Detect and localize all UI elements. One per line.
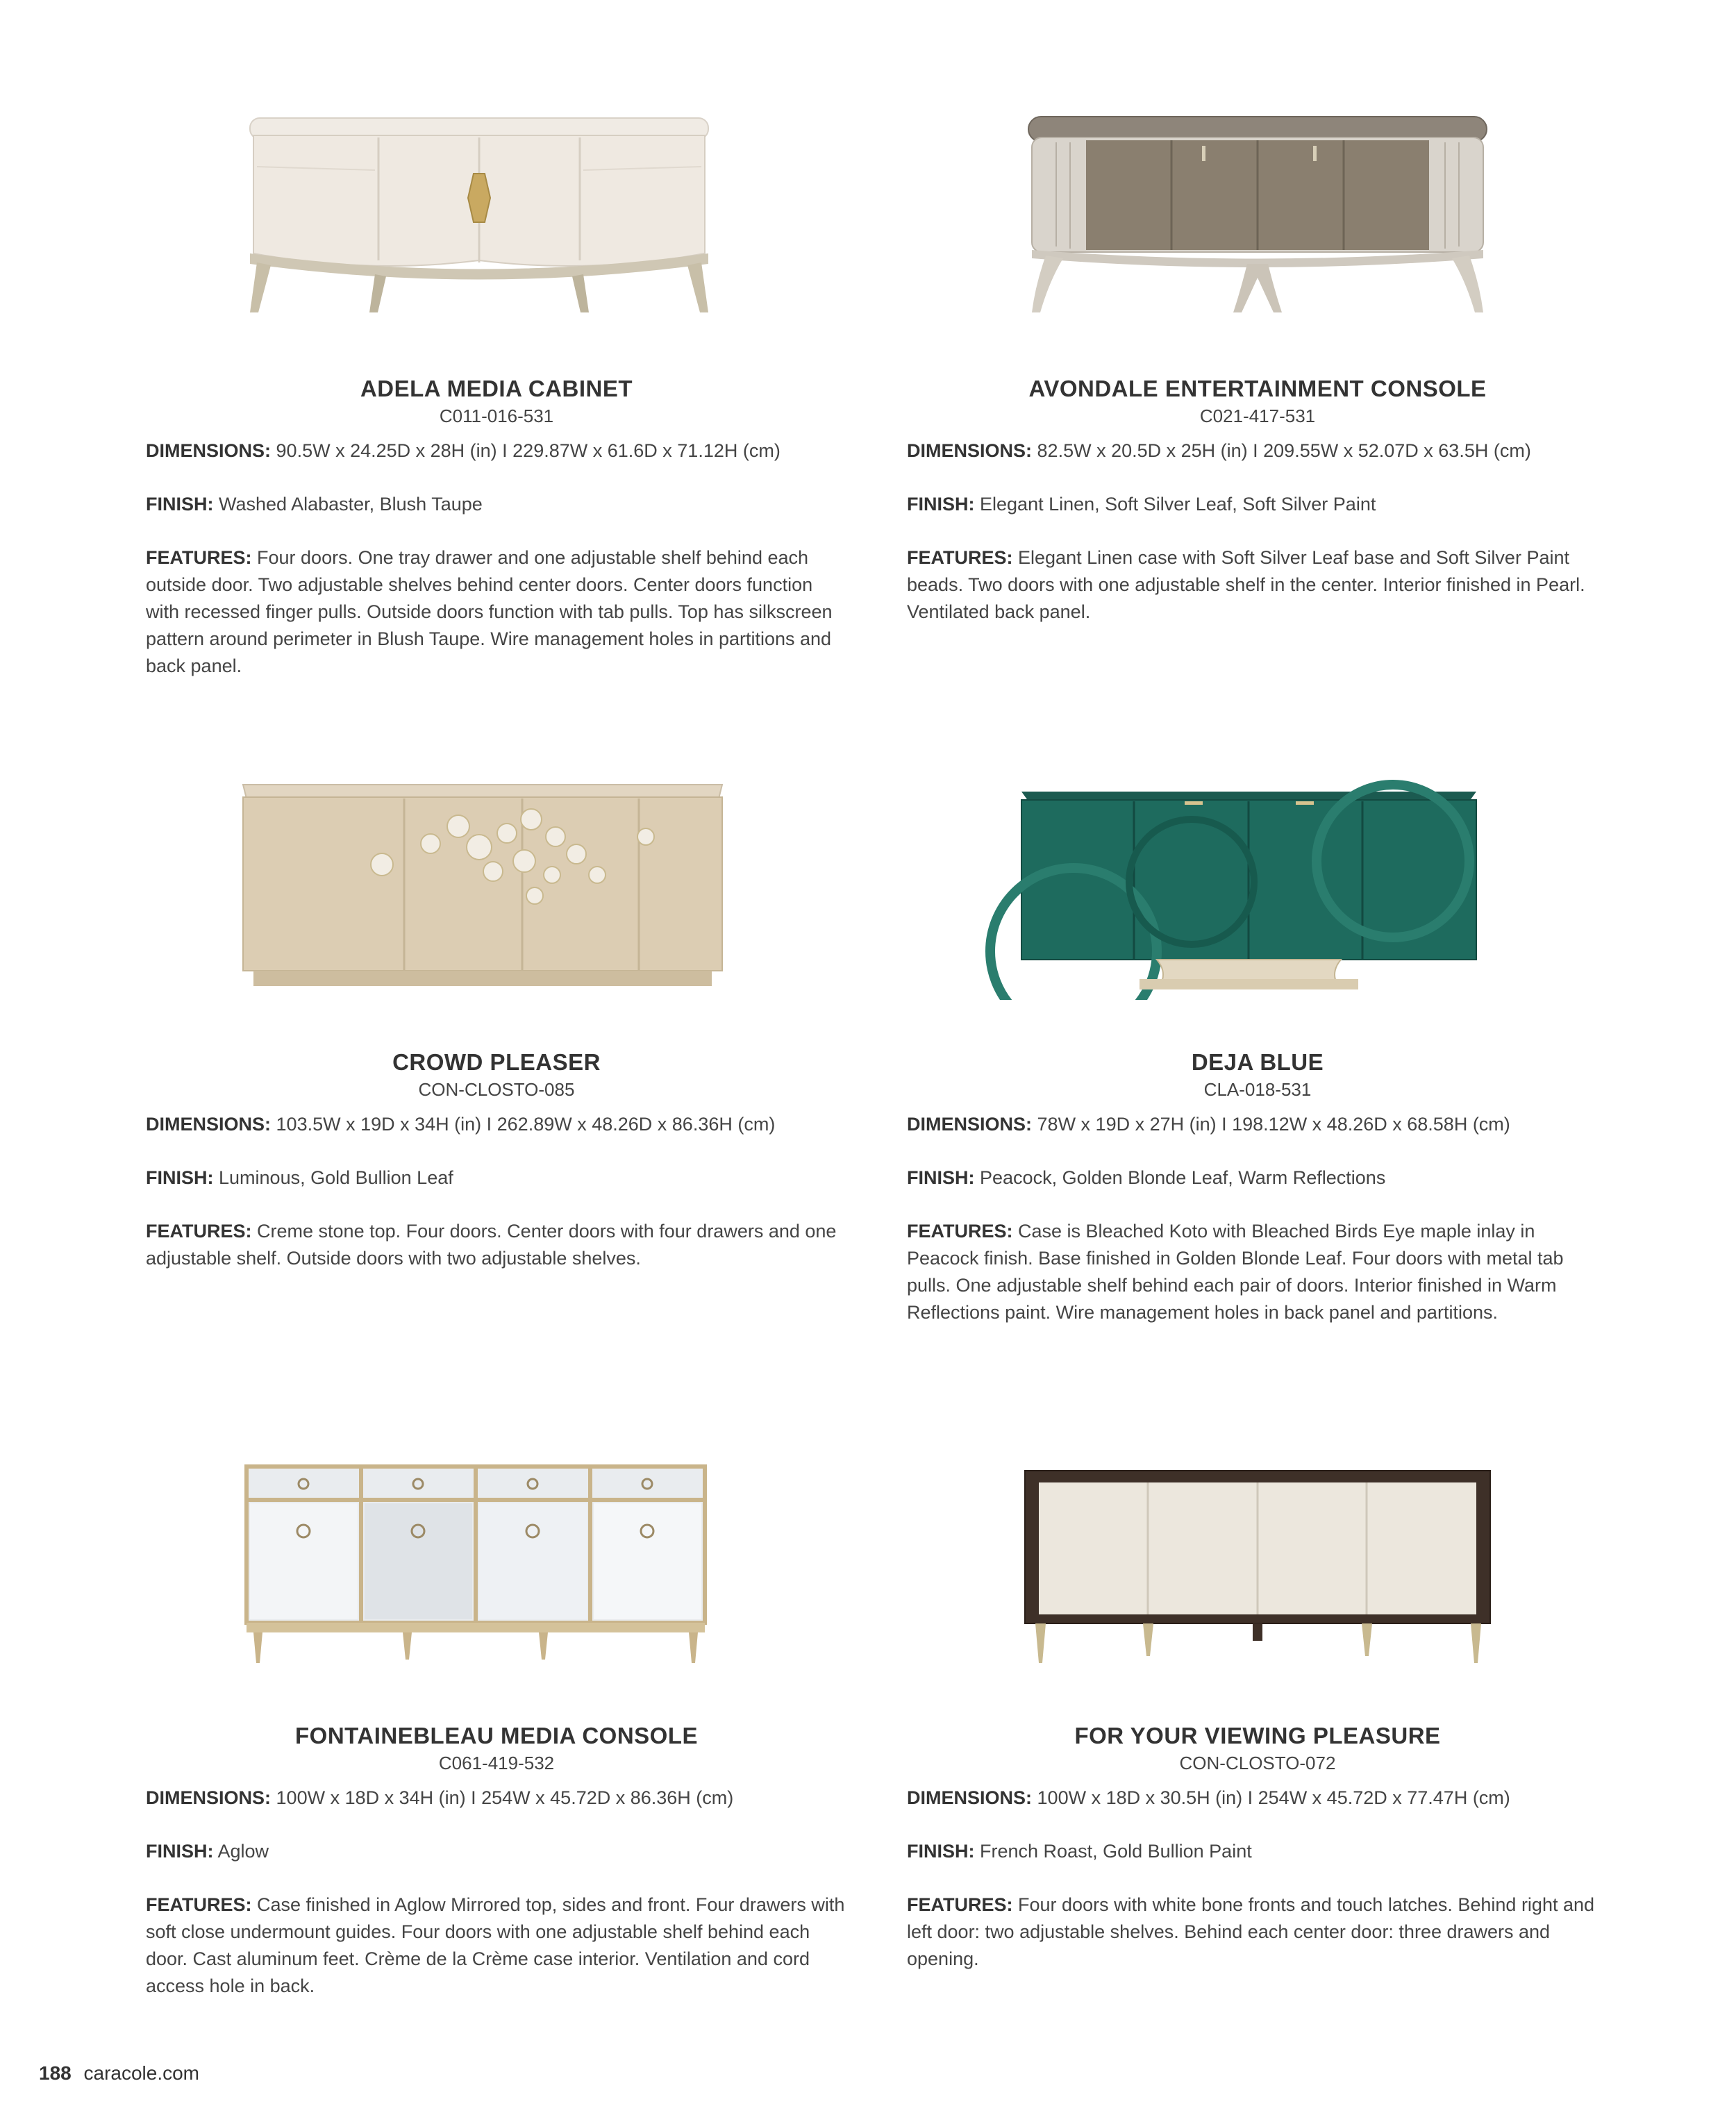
page-number: 188	[39, 2062, 72, 2084]
product-dimensions	[907, 1111, 1608, 1138]
product-card	[146, 104, 847, 680]
product-features	[907, 1218, 1608, 1326]
finish-label: FINISH:	[907, 1841, 975, 1862]
product-dimensions	[146, 1111, 847, 1138]
product-finish	[907, 1164, 1608, 1192]
page-footer	[39, 2062, 199, 2085]
product-dimensions	[146, 1785, 847, 1812]
finish-value: Luminous, Gold Bullion Leaf	[219, 1167, 453, 1188]
product-features	[907, 544, 1608, 626]
product-sku: C061-419-532	[438, 1753, 555, 1773]
product-dimensions	[146, 437, 847, 465]
product-photo-deja-blue	[907, 778, 1608, 1000]
product-finish	[907, 1838, 1608, 1865]
site-url: caracole.com	[83, 2062, 200, 2084]
features-value: Four doors with white bone fronts and touch latches. Behind right and left door: two adjustable shelves. Behind each center door: three drawers and opening.	[907, 1894, 1595, 1969]
product-card	[907, 1451, 1608, 1973]
dimensions-label: DIMENSIONS:	[907, 1114, 1033, 1135]
catalog-grid	[146, 0, 1597, 2083]
finish-value: Peacock, Golden Blonde Leaf, Warm Reflections	[980, 1167, 1386, 1188]
product-finish	[146, 491, 847, 518]
features-value: Four doors. One tray drawer and one adjustable shelf behind each outside door. Two adjustable shelves behind center doors. Center doors function with recessed finger pulls. Outside doors function with tab pulls. Top has silkscreen pattern around perimeter in Blush Taupe. Wire management holes in partitions and back panel.	[146, 547, 833, 676]
finish-value: Elegant Linen, Soft Silver Leaf, Soft Silver Paint	[980, 494, 1376, 515]
finish-label: FINISH:	[146, 1841, 214, 1862]
finish-label: FINISH:	[907, 1167, 975, 1188]
product-dimensions	[907, 1785, 1608, 1812]
dimensions-label: DIMENSIONS:	[907, 440, 1033, 461]
finish-value: Washed Alabaster, Blush Taupe	[219, 494, 483, 515]
finish-value: Aglow	[217, 1841, 269, 1862]
product-name: CROWD PLEASER	[392, 1049, 601, 1075]
product-photo-crowd-pleaser	[146, 778, 847, 1000]
product-finish	[146, 1164, 847, 1192]
product-card	[146, 778, 847, 1272]
product-name: FONTAINEBLEAU MEDIA CONSOLE	[295, 1723, 698, 1748]
features-label: FEATURES:	[907, 547, 1013, 568]
product-dimensions	[907, 437, 1608, 465]
features-label: FEATURES:	[907, 1221, 1013, 1242]
features-value: Creme stone top. Four doors. Center doors with four drawers and one adjustable shelf. Outside doors with two adjustable shelves.	[146, 1221, 837, 1269]
product-card	[907, 778, 1608, 1326]
product-features	[146, 1218, 847, 1272]
features-value: Elegant Linen case with Soft Silver Leaf base and Soft Silver Paint beads. Two doors with one adjustable shelf in the center. Interior finished in Pearl. Ventilated back panel.	[907, 547, 1585, 622]
product-finish	[146, 1838, 847, 1865]
product-photo-fontainebleau	[146, 1451, 847, 1673]
product-features	[146, 544, 847, 680]
dimensions-value: 82.5W x 20.5D x 25H (in) I 209.55W x 52.07D x 63.5H (cm)	[1037, 440, 1531, 461]
dimensions-label: DIMENSIONS:	[146, 440, 272, 461]
product-name: AVONDALE ENTERTAINMENT CONSOLE	[1028, 376, 1487, 401]
dimensions-label: DIMENSIONS:	[907, 1787, 1033, 1808]
product-name: DEJA BLUE	[1191, 1049, 1324, 1075]
dimensions-value: 103.5W x 19D x 34H (in) I 262.89W x 48.26D x 86.36H (cm)	[276, 1114, 776, 1135]
finish-label: FINISH:	[907, 494, 975, 515]
dimensions-value: 100W x 18D x 30.5H (in) I 254W x 45.72D x 77.47H (cm)	[1037, 1787, 1510, 1808]
features-label: FEATURES:	[146, 1894, 252, 1915]
product-features	[907, 1891, 1608, 1973]
product-sku: CON-CLOSTO-085	[418, 1079, 575, 1100]
product-sku: CLA-018-531	[1203, 1079, 1312, 1100]
dimensions-value: 78W x 19D x 27H (in) I 198.12W x 48.26D x 68.58H (cm)	[1037, 1114, 1510, 1135]
finish-label: FINISH:	[146, 494, 214, 515]
product-features	[146, 1891, 847, 2000]
dimensions-value: 100W x 18D x 34H (in) I 254W x 45.72D x 86.36H (cm)	[276, 1787, 734, 1808]
dimensions-label: DIMENSIONS:	[146, 1787, 272, 1808]
product-name: FOR YOUR VIEWING PLEASURE	[1074, 1723, 1441, 1748]
product-sku: CON-CLOSTO-072	[1179, 1753, 1336, 1773]
product-finish	[907, 491, 1608, 518]
product-photo-viewing-pleasure	[907, 1451, 1608, 1673]
product-photo-adela	[146, 104, 847, 326]
product-sku: C021-417-531	[1199, 406, 1316, 426]
finish-value: French Roast, Gold Bullion Paint	[980, 1841, 1252, 1862]
features-value: Case is Bleached Koto with Bleached Birds Eye maple inlay in Peacock finish. Base finished in Golden Blonde Leaf. Four doors with metal tab pulls. One adjustable shelf behind each pair of doors. Interior finished in Warm Reflections paint. Wire management holes in back panel and partitions.	[907, 1221, 1564, 1323]
product-name: ADELA MEDIA CABINET	[360, 376, 633, 401]
product-card	[146, 1451, 847, 2000]
product-card	[907, 104, 1608, 626]
features-value: Case finished in Aglow Mirrored top, sides and front. Four drawers with soft close undermount guides. Four doors with one adjustable shelf behind each door. Cast aluminum feet. Crème de la Crème case interior. Ventilation and cord access hole in back.	[146, 1894, 845, 1996]
features-label: FEATURES:	[146, 547, 252, 568]
features-label: FEATURES:	[907, 1894, 1013, 1915]
dimensions-value: 90.5W x 24.25D x 28H (in) I 229.87W x 61.6D x 71.12H (cm)	[276, 440, 781, 461]
product-photo-avondale	[907, 104, 1608, 326]
features-label: FEATURES:	[146, 1221, 252, 1242]
finish-label: FINISH:	[146, 1167, 214, 1188]
dimensions-label: DIMENSIONS:	[146, 1114, 272, 1135]
product-sku: C011-016-531	[439, 406, 554, 426]
